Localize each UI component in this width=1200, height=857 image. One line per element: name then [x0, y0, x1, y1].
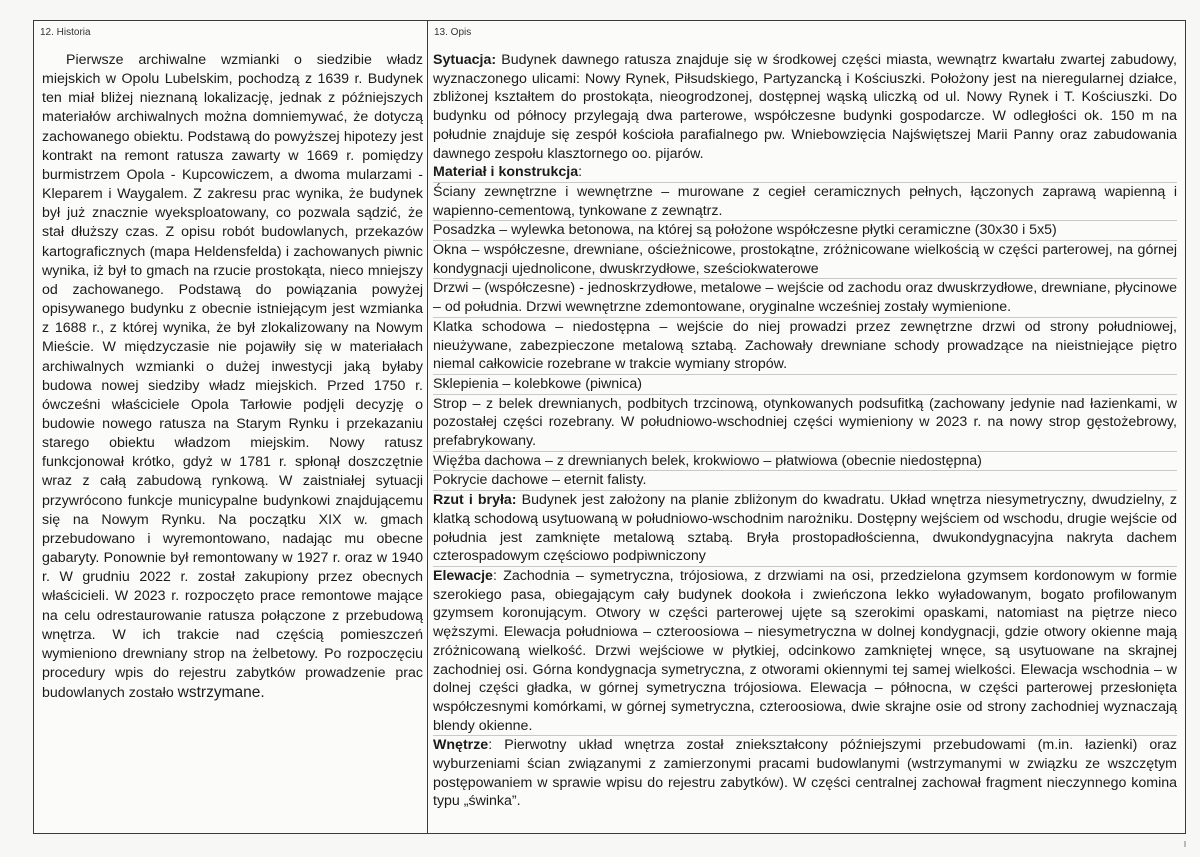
history-text-block [42, 51, 423, 703]
material-item-doors: Drzwi – (współczesne) - jednoskrzydłowe, metalowe – wejście od zachodu oraz dwuskrzydłowe, drewniane, płycinowe – od południa. Drzwi wewnętrzne zdemontowane, oryginalne wcześniej zostały wymienione. [433, 279, 1177, 317]
interior-paragraph [433, 736, 1177, 811]
elevations-paragraph [433, 567, 1177, 736]
history-paragraph-end: wstrzymane. [177, 684, 265, 702]
plan-label: Rzut i bryła: [433, 492, 517, 509]
description-section-header: 13. Opis [434, 27, 472, 38]
interior-label: Wnętrze [433, 737, 489, 754]
history-paragraph: Pierwsze archiwalne wzmianki o siedzibie władz miejskich w Opolu Lubelskim, pochodzą z 1639 r. Budynek ten miał bliżej nieznaną lokalizację, jednak z późniejszych materiałów archiwalnych można domniemywać, że dotyczą zachowanego obiektu. Podstawą do powyższej hipotezy jest kontrakt na remont ratusza zawarty w 1669 r. pomiędzy burmistrzem Opola - Kupcowiczem, a dwoma mularzami - Kleparem i Waygalem. Z zakresu prac wynika, że budynek był już znacznie wyeksploatowany, co pozwala sądzić, że stał dłuższy czas. Z opisu robót budowlanych, przekazów kartograficznych (mapa Heldensfelda) i zachowanych piwnic wynika, iż był to gmach na rzucie prostokąta, nieco mniejszy od zachowanego. Podstawą do powiązania powyżej opisywanego budynku z obecnie istniejącym jest wzmianka z 1688 r., z której wynika, że był zlokalizowany na Nowym Mieście. W międzyczasie nie pojawiły się w materiałach archiwalnych wzmianki o dużej inwestycji jaką byłaby budowa nowej siedziby władz miejskich. Przed 1750 r. ówcześni właściciele Opola Tarłowie podjęli decyzję o budowie nowego ratusza na Starym Rynku i przekazaniu starego obiektu władzom miejskim. Nowy ratusz funkcjonował krótko, gdyż w 1781 r. spłonął doszczętnie wraz z całą zabudową rynkową. W zaistniałej sytuacji przywrócono funkcje municypalne budynkowi znajdującemu się na Nowym Rynku. Na początku XIX w. gmach przebudowano i wyremontowano, nadając mu obecne gabaryty. Ponownie był remontowany w 1927 r. oraz w 1940 r. W grudniu 2022 r. został zakupiony przez obecnych właścicieli. W 2023 r. rozpoczęto prace remontowe mające na celu odrestaurowanie ratusza połączone z przebudową wnętrza. W ich trakcie nad częścią pomieszczeń wymieniono drewniany strop na żelbetowy. Po rozpoczęciu procedury wpis do rejestru zabytków prowadzenie prac budowlanych zostało [42, 52, 423, 702]
material-item-roof-truss: Więźba dachowa – z drewnianych belek, krokwiowo – płatwiowa (obecnie niedostępna) [433, 452, 1177, 472]
material-item-windows: Okna – współczesne, drewniane, ościeżnicowe, prostokątne, zróżnicowane wielkością w części parterowej, na górnej kondygnacji ujednolicone, dwuskrzydłowe, sześciokwaterowe [433, 241, 1177, 279]
elevations-text: : Zachodnia – symetryczna, trójosiowa, z drzwiami na osi, przedzielona gzymsem kordonowym w formie szerokiego pasa, obiegającym cały budynek dookoła i zwieńczona lekko wyładowanym, bogato profilowanym gzymsem koronującym. Otwory w części parterowej ujęte są szerokimi opaskami, natomiast na piętrze nieco węższymi. Elewacja południowa – czteroosiowa – niesymetryczna w dolnej kondygnacji, gdzie otwory okienne mają zróżnicowaną wielkość. Drzwi wejściowe w płytkiej, odcinkowo zamkniętej wnęce, są usytuowane na skrajnej zachodniej osi. Górna kondygnacja symetryczna, z otworami okiennymi tej samej wielkości. Elewacja wschodnia – w dolnej części gładka, w górnej symetryczna trójosiowa. Elewacja – północna, w części parterowej przesłonięta współczesnymi komórkami, w górnej symetryczna, czteroosiowa, dwie skrajne osie od strony zachodniej wyznaczają blendy okienne. [433, 567, 1177, 734]
situation-label: Sytuacja: [433, 52, 497, 68]
plan-text: Budynek jest założony na planie zbliżonym do kwadratu. Układ wnętrza niesymetryczny, dwudzielny, z klatką schodową usytuowaną w południowo-wschodnim narożniku. Dostępny wejściem od wschodu, drugie wejście od południa jest zamknięte metalową sztabą. Bryła prostopadłościenna, dwukondygnacyjna nakryta dachem czterospadowym częściowo podpiwniczony [433, 492, 1177, 565]
plan-paragraph [433, 491, 1177, 567]
material-item-roofing: Pokrycie dachowe – eternit falisty. [433, 471, 1177, 491]
document-sheet [33, 20, 1186, 834]
material-item-staircase: Klatka schodowa – niedostępna – wejście do niej prowadzi przez zewnętrzne drzwi od strony południowej, nieużywane, zabezpieczone metalową sztabą. Zachowały drewniane schody prowadzące na nieistniejące piętro niemal całkowicie rozebrane w trakcie wymiany stropów. [433, 318, 1177, 375]
material-label: Materiał i konstrukcja [433, 164, 579, 181]
material-item-walls: Ściany zewnętrzne i wewnętrzne – murowane z cegieł ceramicznych pełnych, łączonych zaprawą wapienną i wapienno-cementową, tynkowane z zewnątrz. [433, 183, 1177, 221]
situation-text: Budynek dawnego ratusza znajduje się w środkowej części miasta, wewnątrz kwartału zwartej zabudowy, wyznaczonego ulicami: Nowy Rynek, Piłsudskiego, Partyzancką i Kościuszki. Położony jest na nieregularnej działce, zbliżonej kształtem do prostokąta, nieogrodzonej, dostępnej wąską uliczką od ul. Nowy Rynek i T. Kościuszki. Do budynku od północy przylegają dwa parterowe, współczesne budynki gospodarcze. W odległości ok. 150 m na południe znajduje się zespół kościoła parafialnego pw. Wniebowzięcia Najświętszej Marii Panny oraz zabudowania dawnego zespołu klasztornego oo. pijarów. [433, 52, 1177, 162]
situation-paragraph [433, 51, 1177, 163]
material-item-floor: Posadzka – wylewka betonowa, na której są położone współczesne płytki ceramiczne (30x30 i 5x5) [433, 221, 1177, 241]
interior-text: : Pierwotny układ wnętrza został zniekształcony późniejszymi przebudowami (m.in. łazienki) oraz wyburzeniami ścian związanymi z zamierzonymi pracami budowlanymi (wstrzymanymi w związku ze wszczętym postępowaniem w sprawie wpisu do rejestru zabytków). W części centralnej zachował fragment nieczynnego komina typu „świnka”. [433, 737, 1177, 810]
material-item-ceiling: Strop – z belek drewnianych, podbitych trzcinową, otynkowanych podsufitką (zachowany jedynie nad łazienkami, w pozostałej części rozebrany. W południowo-wschodniej części wymieniony w 2023 r. na nowy strop gęstożebrowy, prefabrykowany. [433, 395, 1177, 452]
material-heading [433, 163, 1177, 183]
description-column [428, 21, 1185, 833]
scan-mark [1184, 841, 1186, 847]
history-column [34, 21, 428, 833]
history-section-header: 12. Historia [40, 27, 91, 38]
elevations-label: Elewacje [433, 567, 493, 584]
material-item-vaults: Sklepienia – kolebkowe (piwnica) [433, 375, 1177, 395]
description-text-block [433, 51, 1177, 811]
material-colon: : [578, 164, 583, 181]
